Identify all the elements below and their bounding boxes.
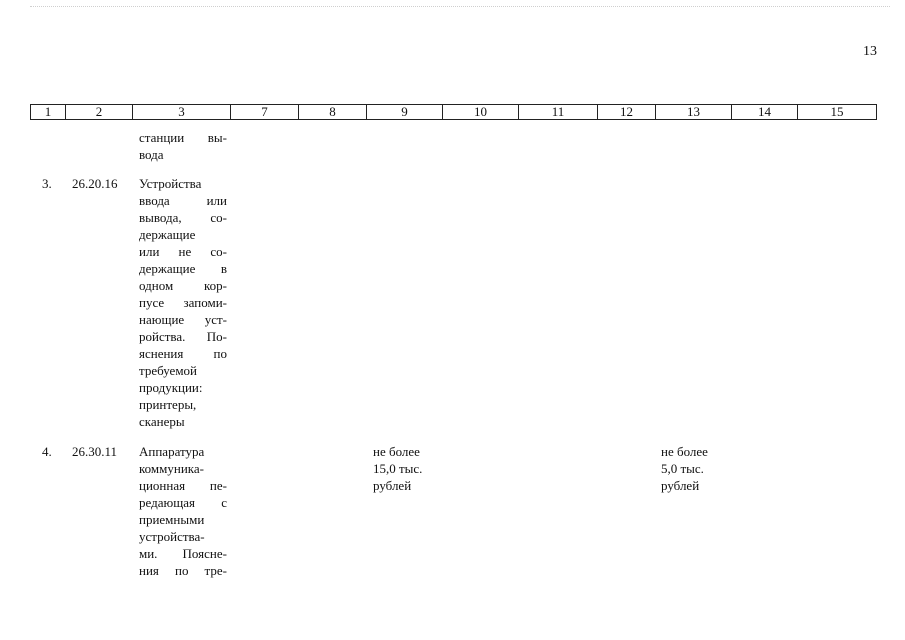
name-line: яснения по bbox=[139, 346, 227, 361]
name-line: ния по тре- bbox=[139, 563, 227, 578]
column-number: 15 bbox=[798, 105, 877, 120]
value-line: 5,0 тыс. bbox=[661, 461, 704, 476]
name-line: пусе запоми- bbox=[139, 295, 227, 310]
column-number: 7 bbox=[231, 105, 299, 120]
name-line: ройства. По- bbox=[139, 329, 227, 344]
price-limit-col13 bbox=[661, 443, 708, 494]
value-line: не более bbox=[661, 444, 708, 459]
name-line: станции вы- bbox=[139, 130, 227, 145]
column-number: 3 bbox=[133, 105, 231, 120]
name-line: продукции: bbox=[139, 380, 203, 395]
row-number: 4. bbox=[42, 444, 52, 459]
name-line: коммуника- bbox=[139, 461, 204, 476]
okpd-code: 26.20.16 bbox=[72, 176, 118, 191]
column-number: 1 bbox=[31, 105, 66, 120]
name-line: одном кор- bbox=[139, 278, 227, 293]
column-number: 9 bbox=[367, 105, 443, 120]
name-line: приемными bbox=[139, 512, 205, 527]
column-number: 8 bbox=[299, 105, 367, 120]
name-line: требуемой bbox=[139, 363, 198, 378]
item-name bbox=[139, 443, 227, 579]
name-line: редающая с bbox=[139, 495, 227, 510]
name-line: держащие в bbox=[139, 261, 227, 276]
name-line: ми. Поясне- bbox=[139, 546, 227, 561]
name-line: или не со- bbox=[139, 244, 227, 259]
continued-item-name bbox=[139, 129, 227, 163]
name-line: устройства- bbox=[139, 529, 205, 544]
name-line: Аппаратура bbox=[139, 444, 205, 459]
row-number: 3. bbox=[42, 176, 52, 191]
name-line: нающие уст- bbox=[139, 312, 227, 327]
column-number: 12 bbox=[598, 105, 656, 120]
price-limit-col9 bbox=[373, 443, 422, 494]
name-line: вода bbox=[139, 147, 164, 162]
value-line: 15,0 тыс. bbox=[373, 461, 423, 476]
name-line: ционная пе- bbox=[139, 478, 227, 493]
value-line: не более bbox=[373, 444, 420, 459]
scan-artifact-line bbox=[30, 6, 890, 8]
value-line: рублей bbox=[661, 478, 700, 493]
page-number: 13 bbox=[863, 44, 877, 59]
okpd-code: 26.30.11 bbox=[72, 444, 118, 459]
column-number: 10 bbox=[443, 105, 519, 120]
column-number: 14 bbox=[732, 105, 798, 120]
item-name bbox=[139, 175, 227, 430]
name-line: держащие bbox=[139, 227, 196, 242]
column-number: 11 bbox=[519, 105, 598, 120]
column-number-header bbox=[30, 104, 877, 120]
name-line: сканеры bbox=[139, 414, 185, 429]
name-line: Устройства bbox=[139, 176, 202, 191]
column-number: 13 bbox=[656, 105, 732, 120]
name-line: принтеры, bbox=[139, 397, 197, 412]
value-line: рублей bbox=[373, 478, 412, 493]
name-line: вывода, со- bbox=[139, 210, 227, 225]
column-number: 2 bbox=[66, 105, 133, 120]
name-line: ввода или bbox=[139, 193, 227, 208]
